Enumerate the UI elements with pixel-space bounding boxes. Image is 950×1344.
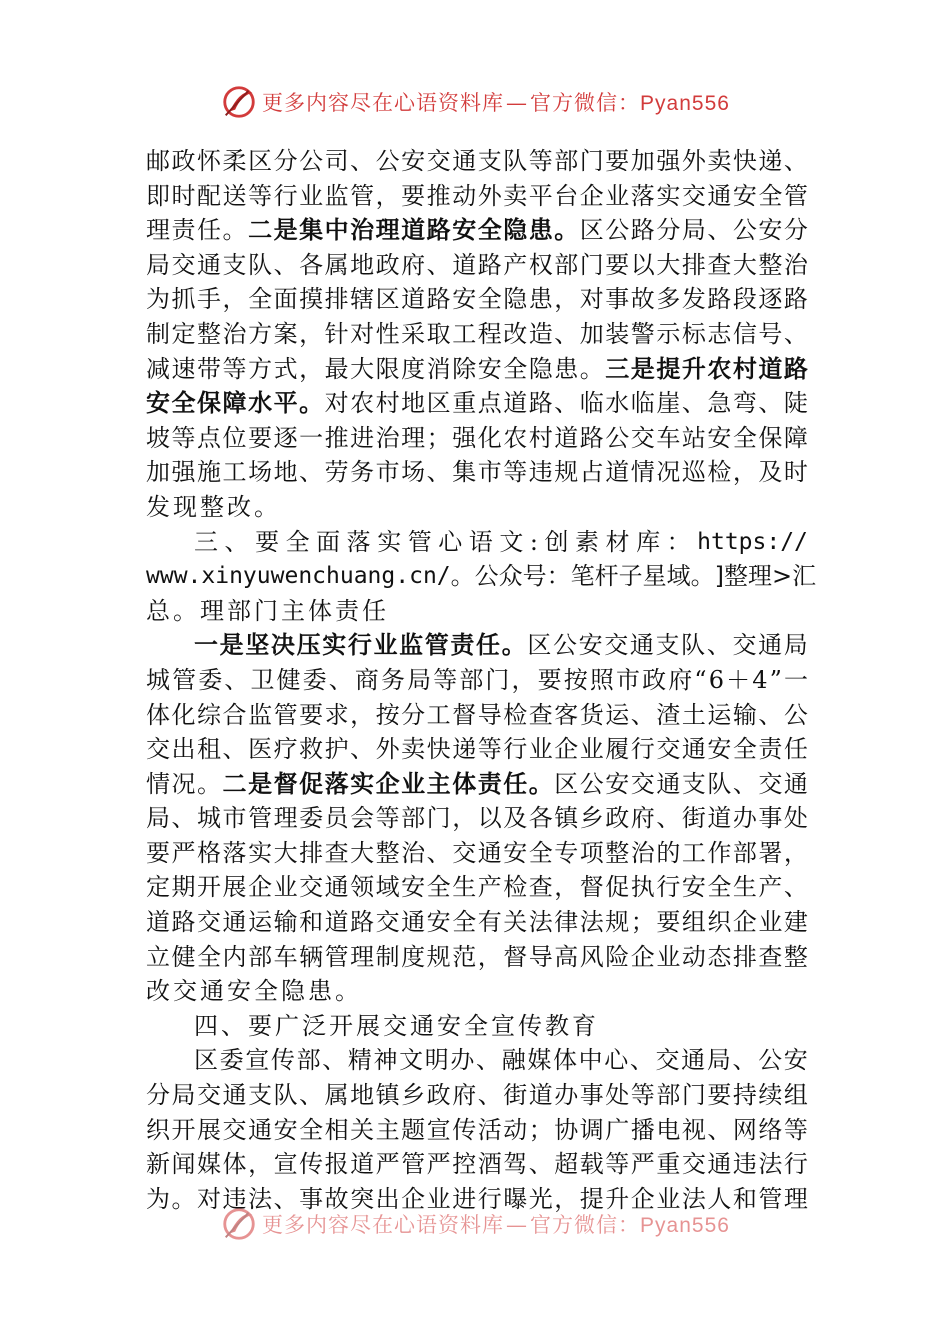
text-line: 总。理部门主体责任 <box>146 596 389 625</box>
watermark-dash: — <box>506 1213 529 1237</box>
text-line: 安 全 保 障 水 平 。 对 农 村 地 区 重 点 道 路 、 临 水 临 崖 、 急 弯 、 陡 <box>146 388 808 418</box>
watermark-wechat-label: 官方微信： <box>530 91 641 115</box>
text-line: 分 局 交 通 支 队 、 属 地 镇 乡 政 府 、 街 道 办 事 处 等 部 门 要 持 续 组 <box>146 1081 808 1110</box>
text-line: 加 强 施 工 场 地 、 劳 务 市 场 、 集 市 等 违 规 占 道 情 况 巡 检 ， 及 时 <box>146 458 808 487</box>
text-line: 一 是 坚 决 压 实 行 业 监 管 责 任 。 区 公 安 交 通 支 队 、 交 通 局 <box>194 630 808 660</box>
watermark-brand: 更多内容尽在心语资料库 <box>262 1213 505 1237</box>
text-line: 局 交 通 支 队 、 各 属 地 政 府 、 道 路 产 权 部 门 要 以 大 排 查 大 整 治 <box>146 250 808 279</box>
brand-logo-icon <box>220 1205 258 1243</box>
text-line: 即 时 配 送 等 行 业 监 管 ， 要 推 动 外 卖 平 台 企 业 落 实 交 通 安 全 管 <box>146 181 808 210</box>
text-line: 区 委 宣 传 部 、 精 神 文 明 办 、 融 媒 体 中 心 、 交 通 局 、 公 安 <box>194 1046 808 1075</box>
text-line: 邮 政 怀 柔 区 分 公 司 、 公 安 交 通 支 队 等 部 门 要 加 强 外 卖 快 递 、 <box>146 147 808 175</box>
text-line: 发现整改。 <box>146 492 281 521</box>
text-line: www.xinyuwenchuang.cn/ 。 公 众 号 ： 笔 杆 子 星 域 。 ] 整 理 > 汇 <box>146 562 817 591</box>
watermark-brand: 更多内容尽在心语资料库 <box>262 91 505 115</box>
footer-watermark <box>0 1204 950 1244</box>
text-line: 为 。 对 违 法 、 事 故 突 出 企 业 进 行 曝 光 ， 提 升 企 业 法 人 和 管 理 <box>146 1184 808 1213</box>
text-line: 要 严 格 落 实 大 排 查 大 整 治 、 交 通 安 全 专 项 整 治 的 工 作 部 署 ， <box>146 838 808 867</box>
text-line: 坡 等 点 位 要 逐 一 推 进 治 理 ； 强 化 农 村 道 路 公 交 车 站 安 全 保 障 <box>146 423 808 452</box>
watermark-dash: — <box>506 91 529 115</box>
header-watermark <box>0 82 950 122</box>
text-line: 定 期 开 展 企 业 交 通 领 域 安 全 生 产 检 查 ， 督 促 执 行 安 全 生 产 、 <box>146 873 808 902</box>
text-line: 城 管 委 、 卫 健 委 、 商 务 局 等 部 门 ， 要 按 照 市 政 府 “ 6 ＋ 4 ” 一 <box>146 665 808 694</box>
watermark-wechat-id: Pyan556 <box>640 92 730 115</box>
watermark-wechat-id: Pyan556 <box>640 1214 730 1237</box>
text-line: 交 出 租 、 医 疗 救 护 、 外 卖 快 递 等 行 业 企 业 履 行 交 通 安 全 责 任 <box>146 735 808 764</box>
text-line: 为 抓 手 ， 全 面 摸 排 辖 区 道 路 安 全 隐 患 ， 对 事 故 多 发 路 段 逐 路 <box>146 285 808 314</box>
text-line: 新 闻 媒 体 ， 宣 传 报 道 严 管 严 控 酒 驾 、 超 载 等 严 重 交 通 违 法 行 <box>146 1150 808 1179</box>
text-line: 织 开 展 交 通 安 全 相 关 主 题 宣 传 活 动 ； 协 调 广 播 电 视 、 网 络 等 <box>146 1115 808 1144</box>
text-line: 减 速 带 等 方 式 ， 最 大 限 度 消 除 安 全 隐 患 。 三 是 提 升 农 村 道 路 <box>146 353 808 383</box>
text-line: 道 路 交 通 运 输 和 道 路 交 通 安 全 有 关 法 律 法 规 ； 要 组 织 企 业 建 <box>146 908 808 937</box>
text-line: 制 定 整 治 方 案 ， 针 对 性 采 取 工 程 改 造 、 加 装 警 示 标 志 信 号 、 <box>146 319 808 348</box>
text-line: 理 责 任 。 二 是 集 中 治 理 道 路 安 全 隐 患 。 区 公 路 分 局 、 公 安 分 <box>146 215 808 245</box>
text-line: 局 、 城 市 管 理 委 员 会 等 部 门 ， 以 及 各 镇 乡 政 府 、 街 道 办 事 处 <box>146 804 808 833</box>
text-line: 三 、 要 全 面 落 实 管 心 语 文 : 创 素 材 库 ： https:// <box>194 527 808 556</box>
text-line: 改交通安全隐患。 <box>146 977 362 1006</box>
document-body <box>146 144 817 1216</box>
text-line: 立 健 全 内 部 车 辆 管 理 制 度 规 范 ， 督 导 高 风 险 企 业 动 态 排 查 整 <box>146 942 808 971</box>
text-line: 四、要广泛开展交通安全宣传教育 <box>194 1011 599 1040</box>
watermark-wechat-label: 官方微信： <box>530 1213 641 1237</box>
brand-logo-icon <box>220 83 258 121</box>
text-line: 体 化 综 合 监 管 要 求 ， 按 分 工 督 导 检 查 客 货 运 、 渣 土 运 输 、 公 <box>146 700 808 729</box>
text-line: 情 况 。 二 是 督 促 落 实 企 业 主 体 责 任 。 区 公 安 交 通 支 队 、 交 通 <box>146 768 808 798</box>
